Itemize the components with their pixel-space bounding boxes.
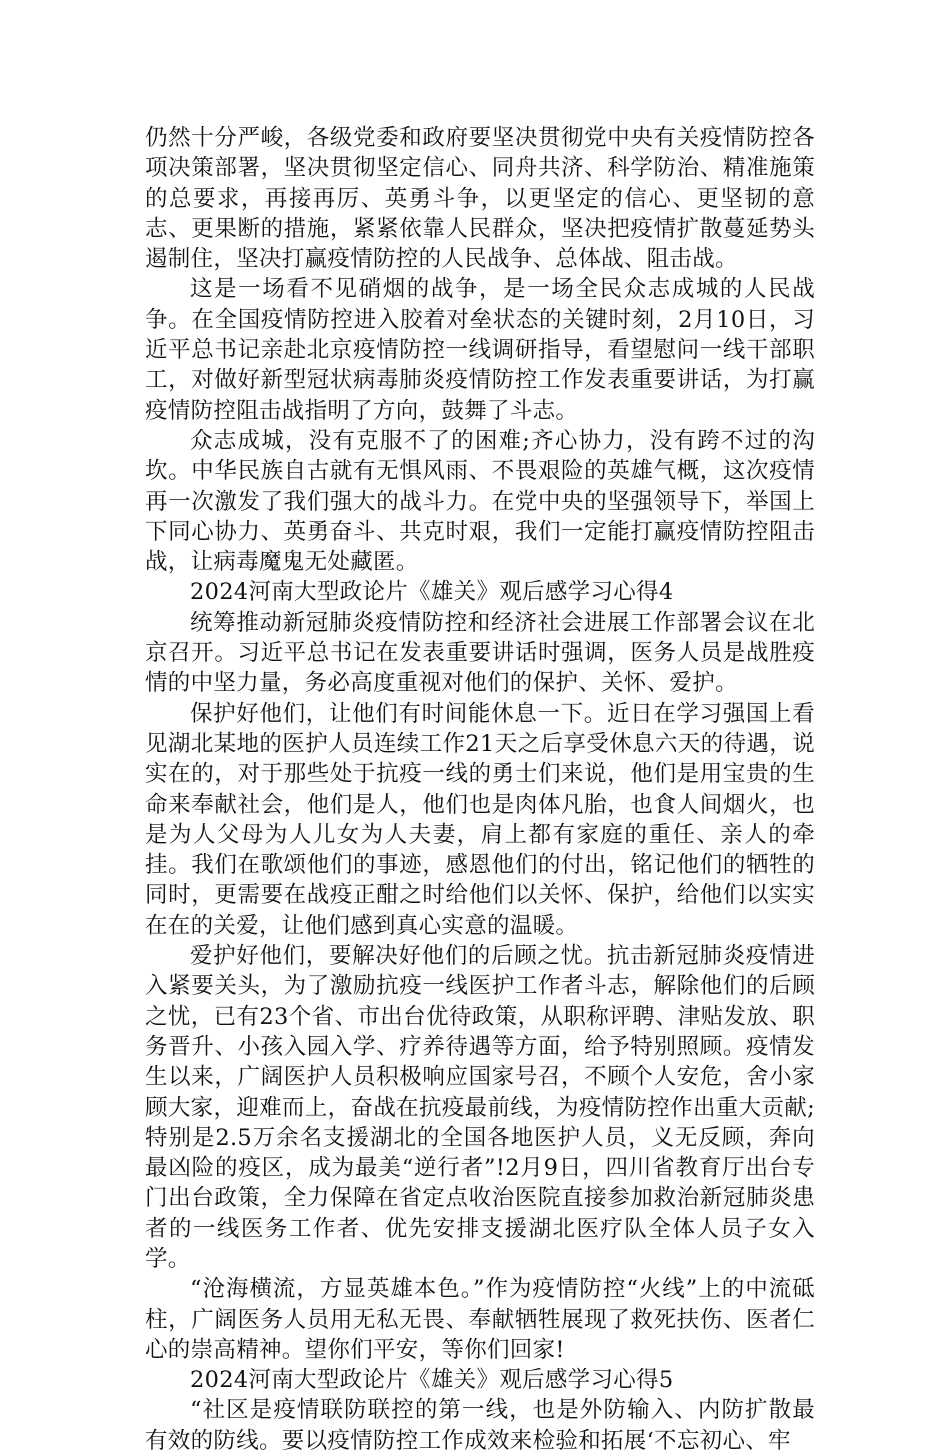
paragraph-2: 这是一场看不见硝烟的战争，是一场全民众志成城的人民战争。在全国疫情防控进入胶着对垒状态的关键时刻，2月10日，习近平总书记亲赴北京疫情防控一线调研指导，看望慰问一线干部职工，对做好新型冠状病毒肺炎疫情防控工作发表重要讲话，为打赢疫情防控阻击战指明了方向，鼓舞了斗志。: [145, 276, 815, 424]
paragraph-10: “社区是疫情联防联控的第一线，也是外防输入、内防扩散最有效的防线。要以疫情防控工作成效来检验和拓展‘不忘初心、牢: [145, 1397, 815, 1454]
section-heading-4: 2024河南大型政论片《雄关》观后感学习心得4: [190, 579, 674, 606]
paragraph-1: 仍然十分严峻，各级党委和政府要坚决贯彻党中央有关疫情防控各项决策部署，坚决贯彻坚定信心、同舟共济、科学防治、精准施策的总要求，再接再厉、英勇斗争，以更坚定的信心、更坚韧的意志、更果断的措施，紧紧依靠人民群众，坚决把疫情扩散蔓延势头遏制住，坚决打赢疫情防控的人民战争、总体战、阻击战。: [145, 125, 815, 273]
paragraph-3: 众志成城，没有克服不了的困难;齐心协力，没有跨不过的沟坎。中华民族自古就有无惧风雨、不畏艰险的英雄气概，这次疫情再一次激发了我们强大的战斗力。在党中央的坚强领导下，举国上下同心协力、英勇奋斗、共克时艰，我们一定能打赢疫情防控阻击战，让病毒魔鬼无处藏匿。: [145, 427, 815, 576]
section-heading-5: 2024河南大型政论片《雄关》观后感学习心得5: [190, 1367, 674, 1394]
paragraph-8: “沧海横流，方显英雄本色。”作为疫情防控“火线”上的中流砥柱，广阔医务人员用无私无畏、奉献牺牲展现了救死扶伤、医者仁心的崇高精神。望你们平安，等你们回家!: [145, 1276, 815, 1363]
paragraph-6: 保护好他们，让他们有时间能休息一下。近日在学习强国上看见湖北某地的医护人员连续工作21天之后享受休息六天的待遇，说实在的，对于那些处于抗疫一线的勇士们来说，他们是用宝贵的生命来奉献社会，他们是人，他们也是肉体凡胎，也食人间烟火，也是为人父母为人儿女为人夫妻，肩上都有家庭的重任、亲人的牵挂。我们在歌颂他们的事迹，感恩他们的付出，铭记他们的牺牲的同时，更需要在战疫正酣之时给他们以关怀、保护，给他们以实实在在的关爱，让他们感到真心实意的温暖。: [145, 700, 815, 939]
paragraph-5: 统筹推动新冠肺炎疫情防控和经济社会进展工作部署会议在北京召开。习近平总书记在发表重要讲话时强调，医务人员是战胜疫情的中坚力量，务必高度重视对他们的保护、关怀、爱护。: [145, 609, 815, 697]
document-page: [145, 123, 815, 1456]
paragraph-7: 爱护好他们，要解决好他们的后顾之忧。抗击新冠肺炎疫情进入紧要关头，为了激励抗疫一线医护工作者斗志，解除他们的后顾之忧，已有23个省、市出台优待政策，从职称评聘、津贴发放、职务晋升、小孩入园入学、疗养待遇等方面，给予特别照顾。疫情发生以来，广阔医护人员积极响应国家号召，不顾个人安危，舍小家顾大家，迎难而上，奋战在抗疫最前线，为疫情防控作出重大贡献;特别是2.5万余名支援湖北的全国各地医护人员，义无反顾，奔向最凶险的疫区，成为最美“逆行者”!2月9日，四川省教育厅出台专门出台政策，全力保障在省定点收治医院直接参加救治新冠肺炎患者的一线医务工作者、优先安排支援湖北医疗队全体人员子女入学。: [145, 943, 815, 1272]
